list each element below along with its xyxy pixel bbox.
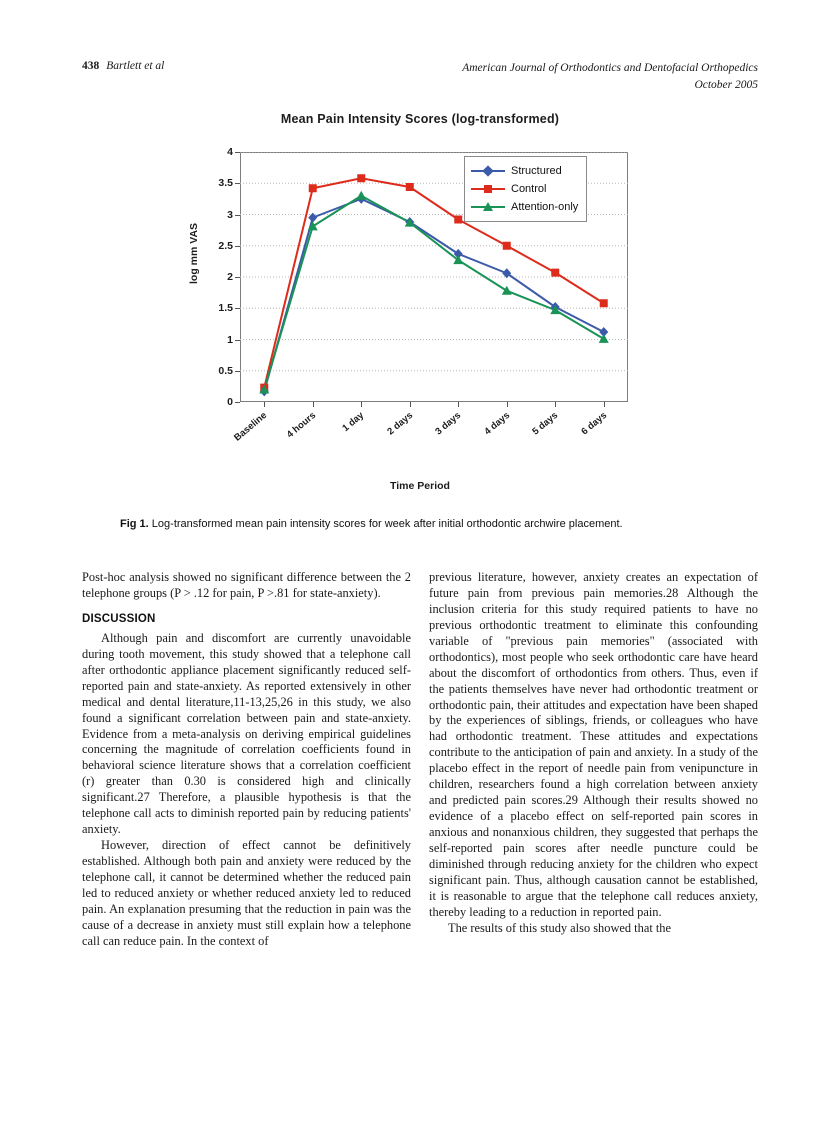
x-axis-tick-label: 4 hours (284, 410, 318, 441)
x-axis-tick-mark (555, 402, 556, 407)
paragraph-posthoc-text: Post-hoc analysis showed no significant difference between the 2 telephone groups (P > .12 for pain, P >.81 for state-anxiety). (82, 570, 411, 600)
data-point (406, 183, 414, 191)
x-axis-tick-label: 1 day (340, 410, 367, 435)
running-head-authors: Bartlett et al (106, 60, 165, 72)
y-axis-tick-mark (235, 340, 240, 341)
x-axis-tick-label: 3 days (433, 410, 464, 438)
data-point (551, 269, 559, 277)
y-axis-label: log mm VAS (188, 222, 200, 284)
x-axis-tick-mark (458, 402, 459, 407)
data-point (454, 216, 462, 224)
data-point (357, 174, 365, 182)
data-point (309, 184, 317, 192)
y-axis-tick-mark (235, 246, 240, 247)
y-axis-tick-label: 3.5 (218, 177, 233, 190)
y-axis-tick-label: 1.5 (218, 302, 233, 315)
paragraph-discussion-1 (82, 631, 411, 838)
legend-item-0[interactable] (471, 162, 578, 180)
body-columns (82, 570, 758, 950)
data-point (503, 242, 511, 250)
figure-1 (82, 112, 758, 533)
chart-title: Mean Pain Intensity Scores (log-transformed) (280, 112, 560, 126)
y-axis-tick-mark (235, 215, 240, 216)
y-axis-tick-label: 0.5 (218, 364, 233, 377)
y-axis-tick-label: 4 (227, 146, 233, 158)
y-axis-tick-label: 1 (227, 333, 233, 346)
y-axis-tick-mark (235, 371, 240, 372)
figure-caption-text: Log-transformed mean pain intensity scores for week after initial orthodontic archwire placement. (151, 518, 623, 530)
right-column (429, 570, 758, 950)
y-axis-tick-label: 0 (227, 396, 233, 408)
x-axis-tick-label: Baseline (232, 410, 270, 444)
paragraph-discussion-3-text: previous literature, however, anxiety creates an expectation of future pain from previous pain memories.28 Although the inclusion criteria for this study required patients to have no previous orthodontic treatment to eliminate this confounding variable of "previous pain memories" (associated with orthodontics), most people who seek orthodontic care have heard about the discomfort of orthodontics from others. Thus, even if the patients themselves have never had orthodontic treatment or orthodontic pain, their attitudes and expectation have been shaped by the experiences of siblings, friends, or colleagues who have had orthodontic treatment. These attitudes and expectations contribute to the anticipation of pain and anxiety. In a study of the placebo effect in the report of needle pain from venipuncture in children, researchers found a high correlation between anxiety and predicted pain scores.29 Although their results showed no evidence of a placebo effect on self-reported pain scores in anxious and nonanxious children, they suggested that perhaps the self-reported pain scores after needle puncture could be diminished through reducing anxiety for the children who expect significant pain. Thus, although causation cannot be established, it is reasonable to argue that the telephone call reduces anxiety, thereby leading to a reduction in reported pain. (429, 570, 758, 919)
paragraph-posthoc (82, 570, 411, 602)
y-axis-tick-mark (235, 402, 240, 403)
running-head (82, 60, 758, 93)
y-axis-tick-label: 2.5 (218, 239, 233, 252)
x-axis-tick-mark (361, 402, 362, 407)
chart-legend (464, 156, 587, 222)
x-axis-tick-mark (410, 402, 411, 407)
running-head-right (462, 60, 758, 93)
legend-label: Attention-only (511, 201, 579, 213)
section-heading-discussion: DISCUSSION (82, 612, 156, 625)
figure-caption (82, 516, 758, 533)
line-chart (188, 112, 646, 502)
legend-swatch-icon (471, 165, 505, 177)
x-axis-tick-label: 2 days (385, 410, 415, 438)
x-axis-tick-label: 4 days (482, 410, 512, 438)
paragraph-discussion-4-text: The results of this study also showed that the (448, 920, 672, 935)
figure-caption-label: Fig 1. (120, 518, 149, 530)
paragraph-discussion-4 (429, 921, 758, 937)
data-point (600, 299, 608, 307)
x-axis-tick-mark (507, 402, 508, 407)
x-axis-tick-mark (313, 402, 314, 407)
x-axis-tick-mark (264, 402, 265, 407)
y-axis-tick-mark (235, 308, 240, 309)
running-head-left (82, 60, 164, 72)
legend-item-2[interactable] (471, 198, 578, 216)
x-axis-tick-mark (604, 402, 605, 407)
y-axis-tick-mark (235, 277, 240, 278)
x-axis-tick-label: 6 days (579, 410, 609, 438)
paragraph-discussion-2 (82, 838, 411, 950)
legend-label: Control (511, 183, 547, 195)
y-axis-tick-label: 2 (227, 271, 233, 283)
paragraph-discussion-1-text: Although pain and discomfort are currently unavoidable during tooth movement, this study showed that a telephone call after orthodontic appliance placement significantly reduced self-reported pain and state-anxiety. As reported extensively in other medical and dental literature,11-13,25,26 in this study, we also found a significant correlation between pain and state-anxiety. Evidence from a meta-analysis on deriving empirical guidelines concerning the magnitude of correlation coefficients found in behavioral science literature shows that a correlation coefficient (r) greater than 0.30 is considered high and clinically significant.27 Therefore, a plausible hypothesis is that the telephone call acts to diminish reported pain by reducing patients' anxiety. (82, 630, 411, 837)
legend-swatch-icon (471, 183, 505, 195)
y-axis-tick-mark (235, 152, 240, 153)
x-axis-tick-label: 5 days (530, 410, 561, 438)
legend-label: Structured (511, 165, 562, 177)
page-number: 438 (82, 60, 100, 72)
chart-container (82, 112, 758, 502)
legend-swatch-icon (471, 201, 505, 213)
left-column (82, 570, 411, 950)
journal-name: American Journal of Orthodontics and Dentofacial Orthopedics (462, 62, 758, 74)
x-axis-label: Time Period (390, 480, 450, 492)
legend-item-1[interactable] (471, 180, 578, 198)
issue-date: October 2005 (694, 78, 758, 91)
paragraph-discussion-2-text: However, direction of effect cannot be definitively established. Although both pain and anxiety were reduced by the telephone call, it cannot be determined whether the reduced pain led to reduced anxiety or whether reduced anxiety led to reduced pain. An explanation presuming that the reduction in pain was the cause of a decrease in anxiety must still explain how a telephone call can reduce pain. In the context of (82, 838, 411, 948)
y-axis-tick-mark (235, 183, 240, 184)
paragraph-discussion-3 (429, 570, 758, 921)
y-axis-tick-label: 3 (227, 208, 233, 221)
